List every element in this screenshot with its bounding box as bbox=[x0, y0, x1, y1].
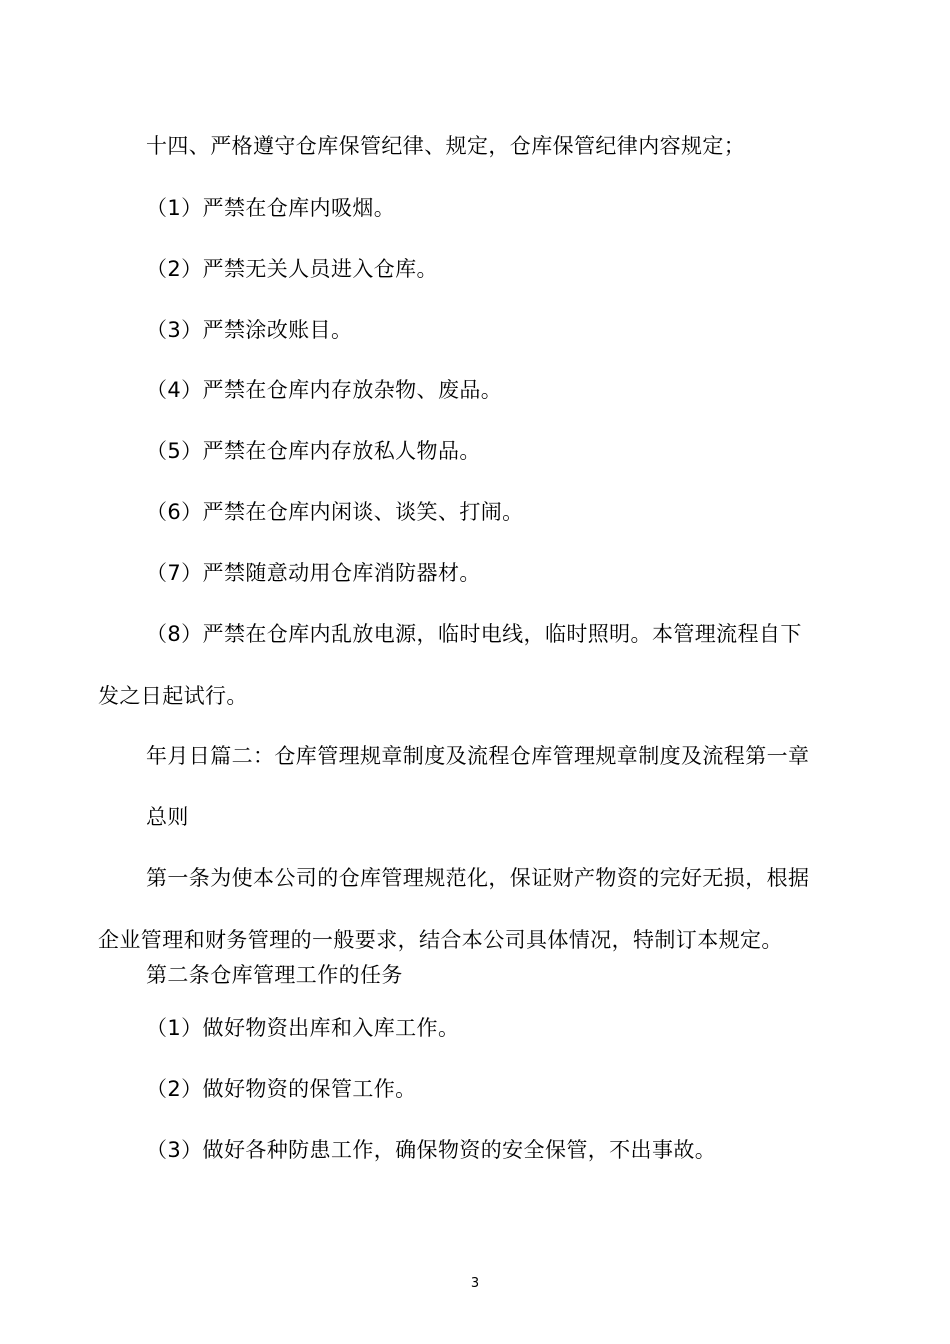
text-line-6: （5）严禁在仓库内存放私人物品。 bbox=[146, 439, 481, 463]
text-line-18: （3）做好各种防患工作，确保物资的安全保管，不出事故。 bbox=[146, 1138, 717, 1162]
text-line-11: 年月日篇二：仓库管理规章制度及流程仓库管理规章制度及流程第一章 bbox=[146, 744, 810, 768]
text-line-3: （2）严禁无关人员进入仓库。 bbox=[146, 257, 438, 281]
text-line-16: （1）做好物资出库和入库工作。 bbox=[146, 1016, 460, 1040]
text-line-5: （4）严禁在仓库内存放杂物、废品。 bbox=[146, 378, 503, 402]
text-line-9: （8）严禁在仓库内乱放电源，临时电线，临时照明。本管理流程自下 bbox=[146, 622, 802, 646]
text-line-17: （2）做好物资的保管工作。 bbox=[146, 1077, 417, 1101]
text-line-13: 第一条为使本公司的仓库管理规范化，保证财产物资的完好无损，根据 bbox=[146, 866, 810, 890]
text-line-12: 总则 bbox=[146, 805, 189, 829]
text-line-4: （3）严禁涂改账目。 bbox=[146, 318, 353, 342]
text-line-15: 第二条仓库管理工作的任务 bbox=[146, 963, 403, 987]
text-line-7: （6）严禁在仓库内闲谈、谈笑、打闹。 bbox=[146, 500, 524, 524]
text-line-1: 十四、严格遵守仓库保管纪律、规定，仓库保管纪律内容规定； bbox=[146, 134, 746, 158]
page-number: 3 bbox=[470, 1276, 480, 1291]
text-line-2: （1）严禁在仓库内吸烟。 bbox=[146, 196, 396, 220]
text-line-14: 企业管理和财务管理的一般要求，结合本公司具体情况，特制订本规定。 bbox=[98, 928, 783, 952]
text-line-10: 发之日起试行。 bbox=[98, 684, 248, 708]
text-line-8: （7）严禁随意动用仓库消防器材。 bbox=[146, 561, 481, 585]
